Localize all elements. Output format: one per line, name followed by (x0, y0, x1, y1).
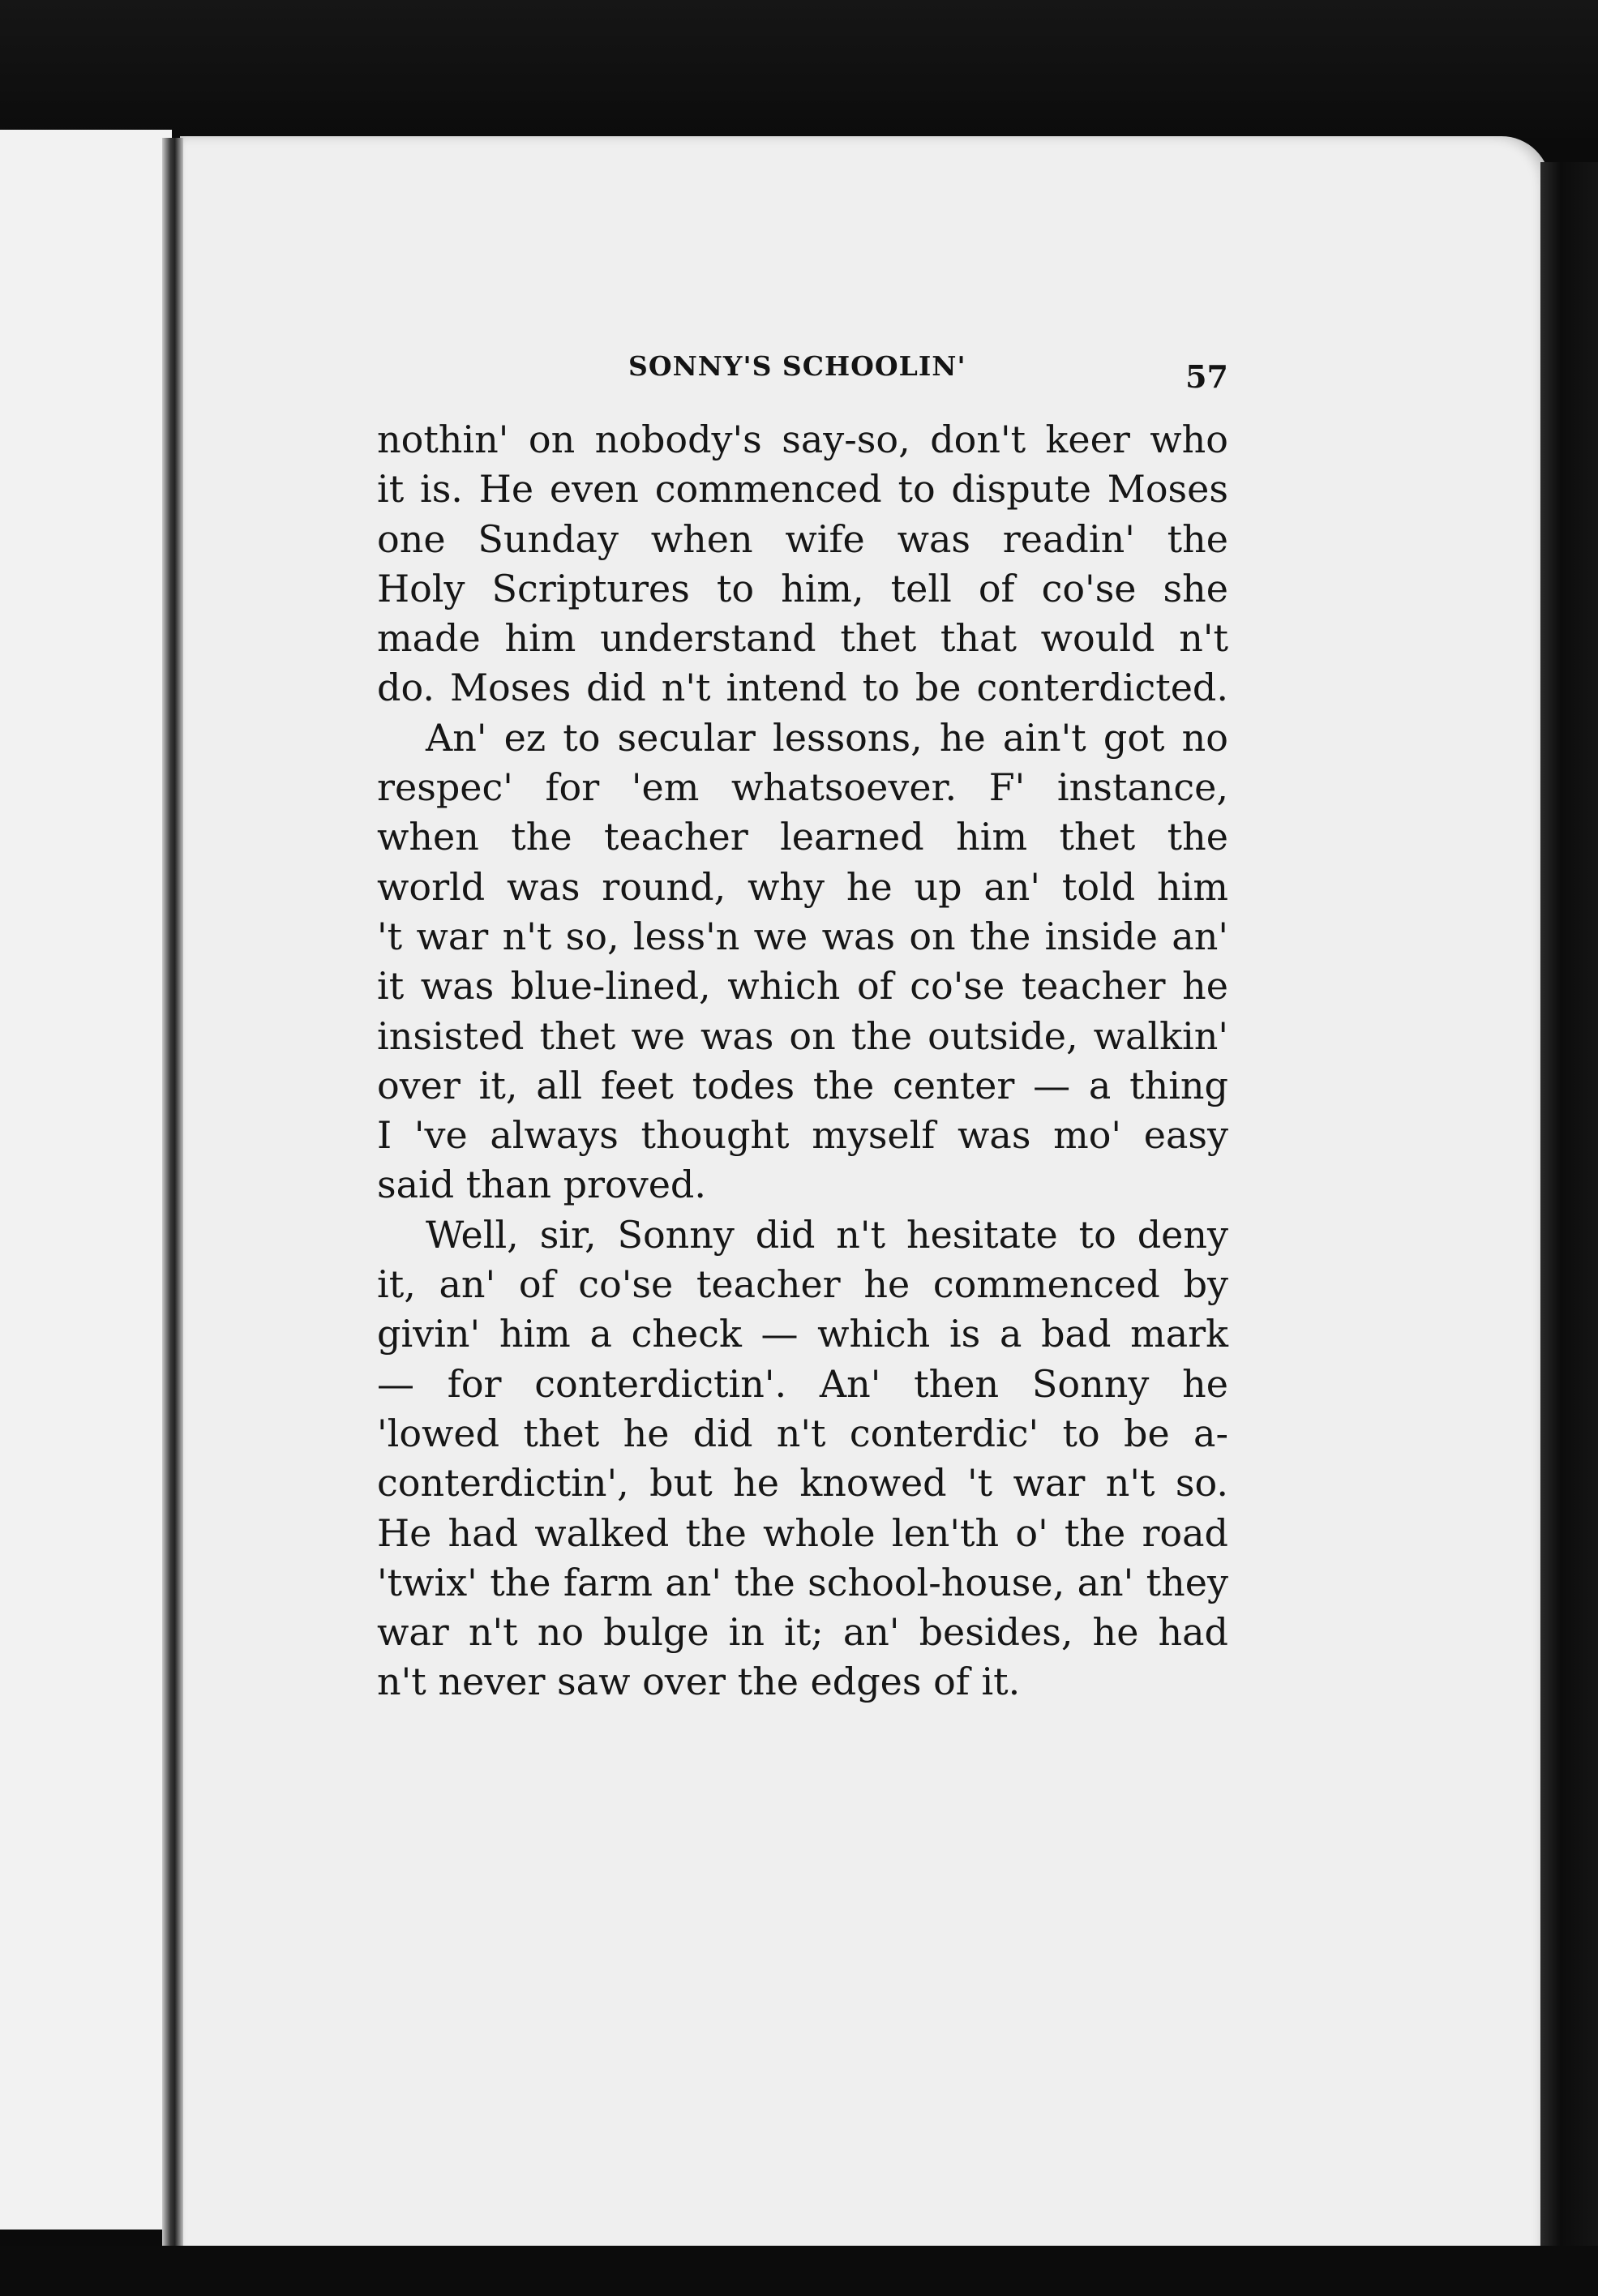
text-line: over it, all feet todes the center — a thing (377, 1063, 1228, 1107)
text-line: world was round, why he up an' told him (377, 864, 1228, 909)
page-number: 57 (1185, 358, 1228, 395)
text-line: made him understand thet that would n't (377, 616, 1228, 661)
text-line: 'lowed thet he did n't conterdic' to be a- (377, 1411, 1228, 1455)
body-text (377, 415, 1228, 1707)
text-line: conterdictin', but he knowed 't war n't so. (377, 1461, 1228, 1506)
text-line: it is. He even commenced to dispute Moses (377, 467, 1228, 512)
text-line: nothin' on nobody's say-so, don't keer who (377, 418, 1228, 461)
book-gutter (162, 138, 183, 2246)
text-line: givin' him a check — which is a bad mark (377, 1312, 1228, 1356)
text-line: 't war n't so, less'n we was on the inside an' (377, 914, 1228, 958)
text-line: Holy Scriptures to him, tell of co'se she (377, 566, 1228, 610)
text-line: He had walked the whole len'th o' the road (377, 1510, 1228, 1555)
page-edge-shadow (1540, 162, 1598, 2296)
text-line: 'twix' the farm an' the school-house, an' they (377, 1560, 1228, 1604)
text-line: do. Moses did n't intend to be conterdicted. (377, 666, 1228, 710)
text-line: when the teacher learned him thet the (377, 815, 1228, 859)
text-line: one Sunday when wife was readin' the (377, 516, 1228, 561)
text-line: respec' for 'em whatsoever. F' instance, (377, 765, 1228, 810)
facing-page-margin (0, 130, 172, 2230)
scan-bottom-background (0, 2246, 1598, 2296)
scan-top-background (0, 0, 1598, 138)
running-head (377, 350, 1228, 407)
running-head-title: SONNY'S SCHOOLIN' (628, 350, 966, 382)
paragraph-last-line: n't never saw over the edges of it. (377, 1660, 1021, 1704)
text-line: war n't no bulge in it; an' besides, he had (377, 1610, 1228, 1655)
text-line: it, an' of co'se teacher he commenced by (377, 1262, 1228, 1307)
paragraph-first-line: An' ez to secular lessons, he ain't got no (426, 715, 1228, 760)
text-line: it was blue-lined, which of co'se teacher he (377, 964, 1228, 1009)
text-line: — for conterdictin'. An' then Sonny he (377, 1361, 1228, 1406)
paragraph-last-line: said than proved. (377, 1163, 707, 1207)
text-line: I 've always thought myself was mo' easy (377, 1113, 1228, 1158)
paragraph-first-line: Well, sir, Sonny did n't hesitate to deny (426, 1212, 1228, 1257)
text-line: insisted thet we was on the outside, walkin' (377, 1013, 1228, 1058)
